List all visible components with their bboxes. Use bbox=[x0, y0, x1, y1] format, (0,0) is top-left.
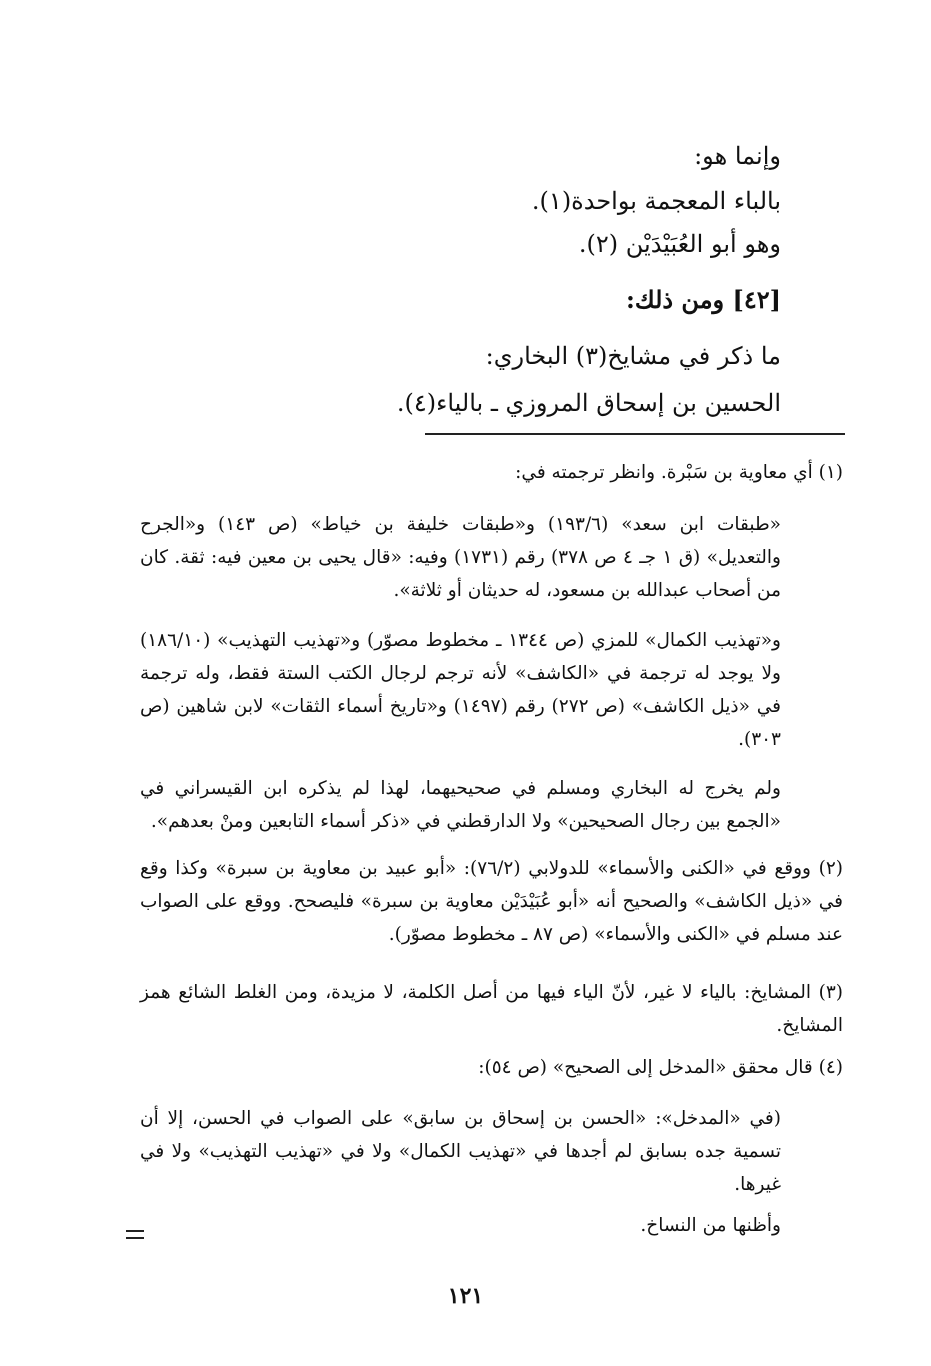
main-line-3: وهو أبو العُبَيْدَيْن (٢). bbox=[578, 230, 781, 258]
margin-equals-mark bbox=[126, 1230, 144, 1239]
main-line-5: ما ذكر في مشايخ(٣) البخاري: bbox=[485, 342, 781, 370]
footnote-1-paragraph-2: و«تهذيب الكمال» للمزي (ص ١٣٤٤ ـ مخطوط مصوّر) و«تهذيب التهذيب» (١٨٦/١٠) ولا يوجد له ترجمة في «الكاشف» لأنه ترجم لرجال الكتب الستة فقط، وله ترجمة في «ذيل الكاشف» (ص ٢٧٢) رقم (١٤٩٧) و«تاريخ أسماء الثقات» لابن شاهين (ص ٣٠٣). bbox=[140, 630, 781, 750]
footnote-4-paragraph-1: (في «المدخل»: «الحسن بن إسحاق بن سابق» على الصواب في الحسن، إلا أن تسمية جده بسابق لم أجدها في «تهذيب الكمال» ولا في «تهذيب التهذيب» ولا في غيرها. bbox=[140, 1108, 781, 1195]
footnote-4-paragraph-2: وأظنها من النساخ. bbox=[640, 1215, 781, 1236]
main-line-1: وإنما هو: bbox=[694, 142, 781, 170]
footnote-3: (٣) المشايخ: بالياء لا غير، لأنّ الياء فيها من أصل الكلمة، لا مزيدة، ومن الغلط الشائع همز المشايخ. bbox=[140, 982, 843, 1036]
page-number: ١٢١ bbox=[447, 1283, 484, 1309]
main-line-6: الحسين بن إسحاق المروزي ـ بالياء(٤). bbox=[396, 389, 781, 417]
section-heading-42: [٤٢] ومن ذلك: bbox=[625, 285, 781, 314]
footnote-2: (٢) ووقع في «الكنى والأسماء» للدولابي (٧٦/٢): «أبو عبيد بن معاوية بن سبرة» وكذا وقع في «ذيل الكاشف» والصحيح أنه «أبو عُبَيْدَيْن معاوية بن سبرة» فليصحح. ووقع على الصواب عند مسلم في «الكنى والأسماء» (ص ٨٧ ـ مخطوط مصوّر). bbox=[140, 858, 843, 945]
footnote-4-heading: (٤) قال محقق «المدخل إلى الصحيح» (ص ٥٤): bbox=[478, 1057, 843, 1078]
footnote-1-heading: (١) أي معاوية بن سَبْرة. وانظر ترجمته في: bbox=[515, 462, 843, 483]
footnote-divider bbox=[425, 433, 845, 435]
footnote-1-paragraph-1: «طبقات ابن سعد» (١٩٣/٦) و«طبقات خليفة بن خياط» (ص ١٤٣) و«الجرح والتعديل» (ق ١ جـ ٤ ص ٣٧٨) رقم (١٧٣١) وفيه: «قال يحيى بن معين فيه: ثقة. كان من أصحاب عبدالله بن مسعود، له حديثان أو ثلاثة». bbox=[140, 514, 781, 601]
footnote-1-paragraph-3: ولم يخرج له البخاري ومسلم في صحيحيهما، لهذا لم يذكره ابن القيسراني في «الجمع بين رجال الصحيحين» ولا الدارقطني في «ذكر أسماء التابعين ومنْ بعدهم». bbox=[140, 778, 781, 832]
main-line-2: بالباء المعجمة بواحدة(١). bbox=[531, 187, 781, 215]
